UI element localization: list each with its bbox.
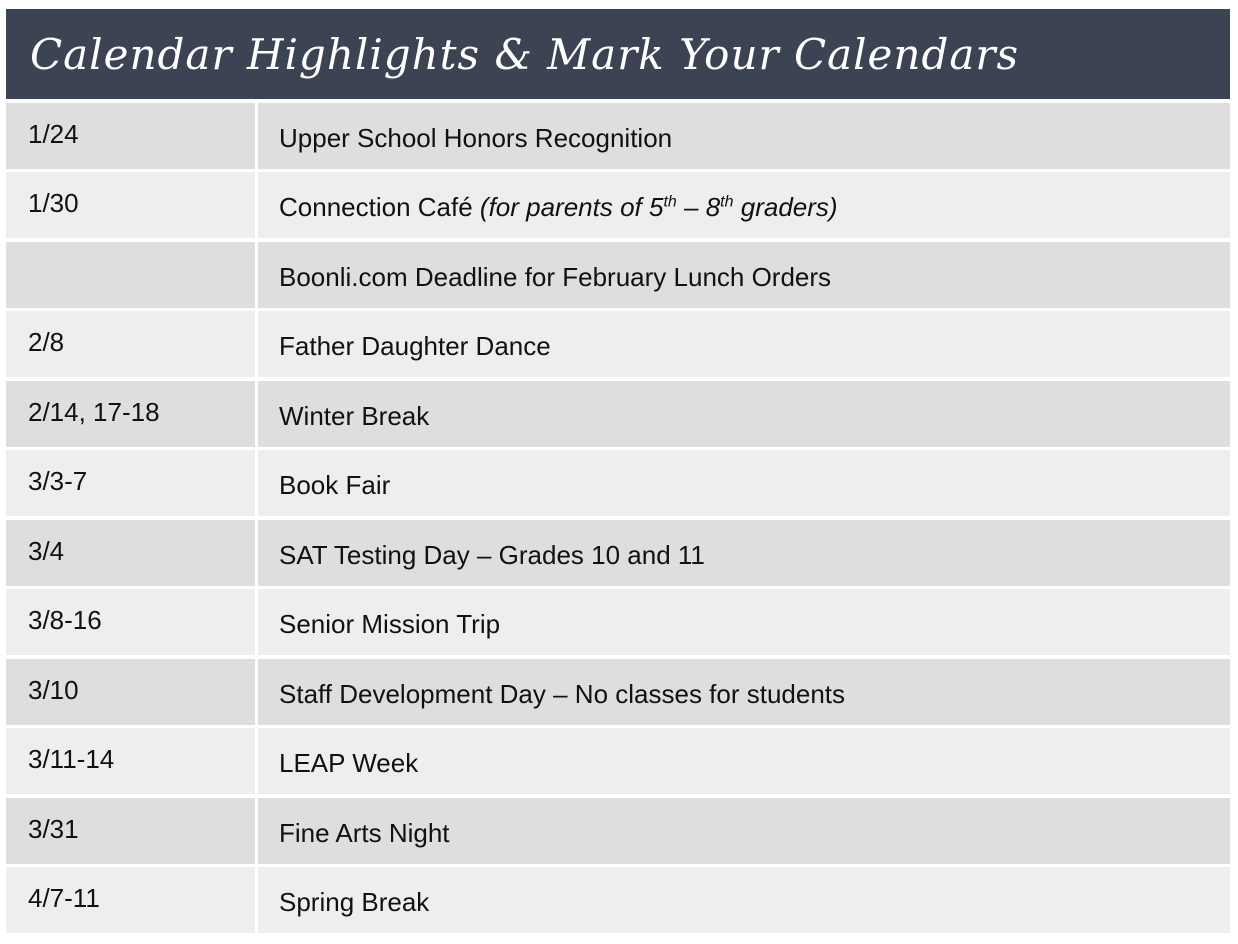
table-row xyxy=(6,242,1230,308)
table-row xyxy=(6,311,1230,377)
table-row xyxy=(6,520,1230,586)
note-superscript: th xyxy=(663,193,677,211)
event-cell: LEAP Week xyxy=(258,728,1230,794)
table-row xyxy=(6,798,1230,864)
page-title: Calendar Highlights & Mark Your Calendars xyxy=(30,29,1020,79)
table-row xyxy=(6,450,1230,516)
event-cell: Father Daughter Dance xyxy=(258,311,1230,377)
table-row xyxy=(6,728,1230,794)
table-row xyxy=(6,589,1230,655)
event-cell: Staff Development Day – No classes for students xyxy=(258,659,1230,725)
note-middle: – 8 xyxy=(676,192,721,222)
event-note xyxy=(480,192,838,222)
date-cell: 3/11-14 xyxy=(6,728,255,794)
calendar-table xyxy=(6,9,1230,935)
note-suffix: graders) xyxy=(733,192,838,222)
date-cell: 4/7-11 xyxy=(6,867,255,933)
note-prefix: (for parents of 5 xyxy=(479,192,664,222)
event-cell: Boonli.com Deadline for February Lunch Orders xyxy=(258,242,1230,308)
date-cell: 2/14, 17-18 xyxy=(6,381,255,447)
table-row xyxy=(6,381,1230,447)
event-cell xyxy=(258,172,1230,238)
calendar-header xyxy=(6,9,1230,99)
date-cell: 1/30 xyxy=(6,172,255,238)
event-cell: Spring Break xyxy=(258,867,1230,933)
table-row xyxy=(6,103,1230,169)
event-cell: Upper School Honors Recognition xyxy=(258,103,1230,169)
event-cell: Winter Break xyxy=(258,381,1230,447)
table-row xyxy=(6,172,1230,238)
date-cell: 3/3-7 xyxy=(6,450,255,516)
event-cell: SAT Testing Day – Grades 10 and 11 xyxy=(258,520,1230,586)
date-cell: 2/8 xyxy=(6,311,255,377)
table-row xyxy=(6,659,1230,725)
event-cell: Book Fair xyxy=(258,450,1230,516)
event-text: Connection Café xyxy=(279,192,480,222)
date-cell: 3/4 xyxy=(6,520,255,586)
note-superscript: th xyxy=(720,193,734,211)
date-cell xyxy=(6,242,255,308)
date-cell: 3/8-16 xyxy=(6,589,255,655)
event-cell: Senior Mission Trip xyxy=(258,589,1230,655)
date-cell: 3/10 xyxy=(6,659,255,725)
date-cell: 1/24 xyxy=(6,103,255,169)
table-row xyxy=(6,867,1230,933)
event-cell: Fine Arts Night xyxy=(258,798,1230,864)
date-cell: 3/31 xyxy=(6,798,255,864)
